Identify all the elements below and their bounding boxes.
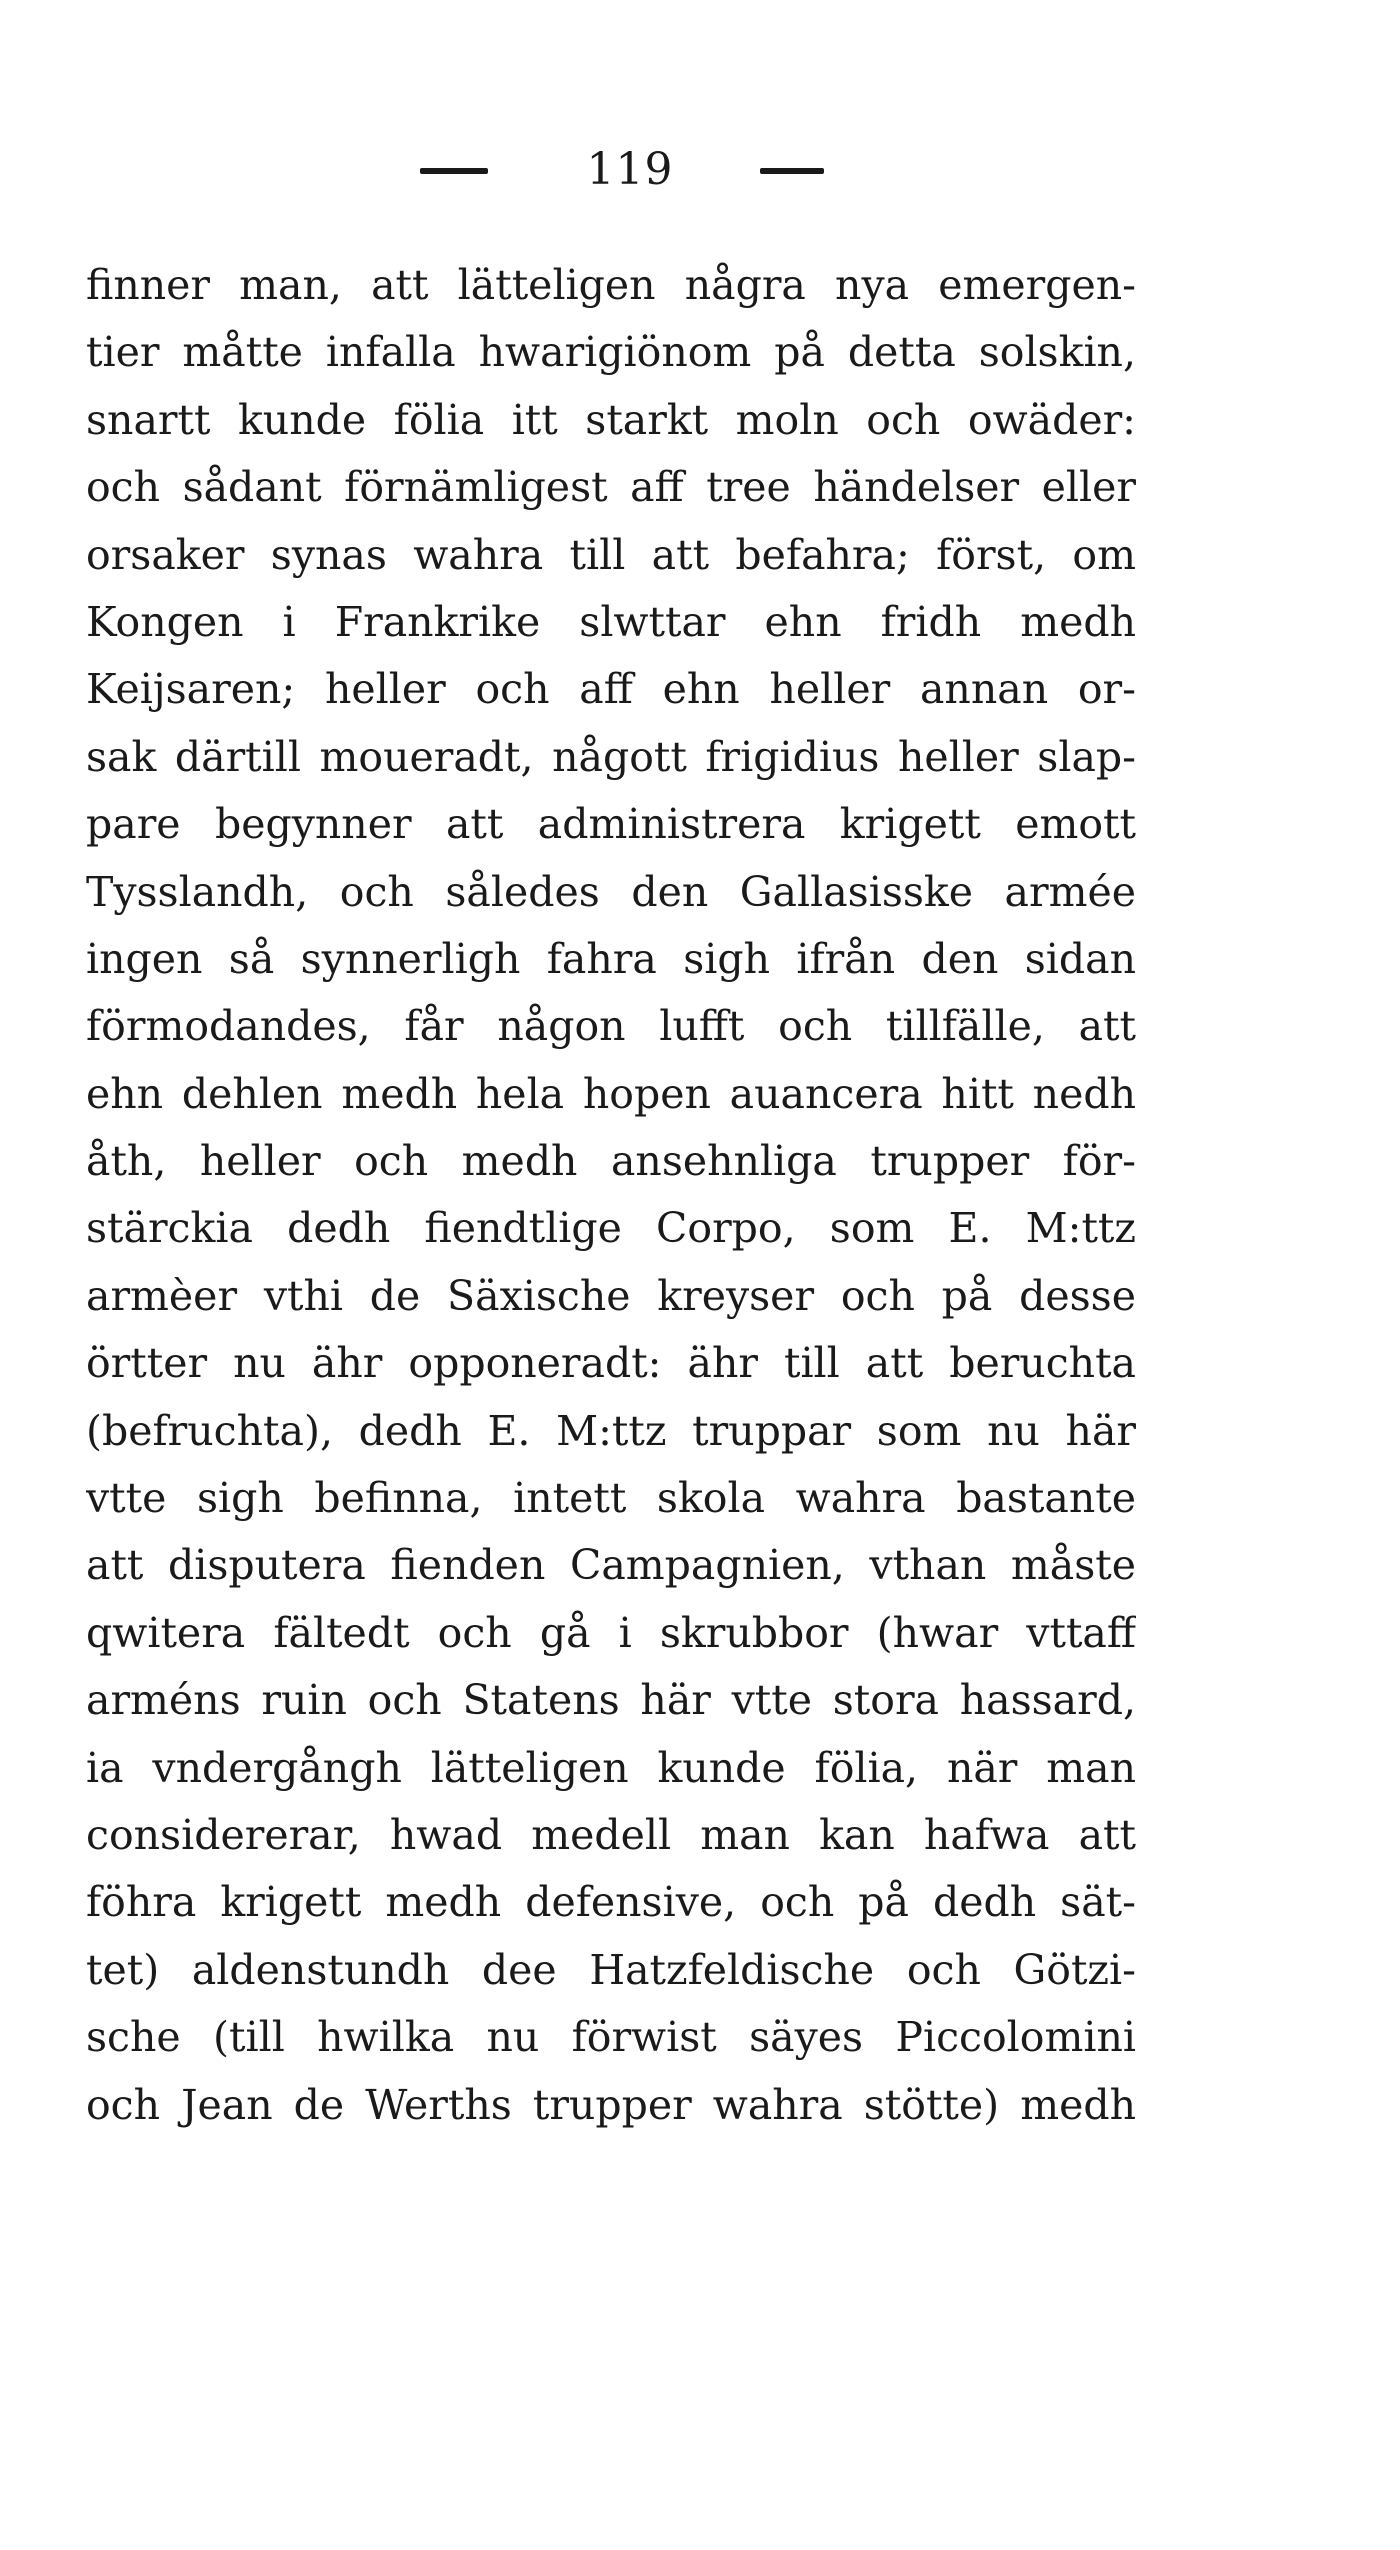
- text-line: (befruchta), dedh E. M:ttz truppar som nu här: [86, 1406, 1136, 1455]
- text-line: att disputera fienden Campagnien, vthan måste: [86, 1541, 1136, 1590]
- text-line: orsaker synas wahra till att befahra; först, om: [86, 530, 1136, 579]
- text-line: finner man, att lätteligen några nya emergen-: [86, 261, 1136, 309]
- text-line: pare begynner att administrera krigett emott: [86, 800, 1136, 849]
- page-number: 119: [586, 144, 674, 195]
- text-line: vtte sigh befinna, intett skola wahra bastante: [86, 1474, 1136, 1523]
- text-line: åth, heller och medh ansehnliga trupper för-: [86, 1137, 1136, 1186]
- text-line: armèer vthi de Säxische kreyser och på desse: [86, 1271, 1136, 1320]
- text-line: föhra krigett medh defensive, och på dedh sät-: [86, 1878, 1136, 1927]
- text-line: Tysslandh, och således den Gallasisske armée: [86, 867, 1136, 916]
- text-line: förmodandes, får någon lufft och tillfälle, att: [86, 1002, 1136, 1051]
- text-line: och Jean de Werths trupper wahra stötte) medh: [86, 2080, 1136, 2129]
- text-line: sak därtill moueradt, någott frigidius heller slap-: [86, 732, 1136, 781]
- text-line: och sådant förnämligest aff tree händelser eller: [86, 463, 1136, 512]
- page-header: [0, 140, 1400, 200]
- text-line: örtter nu ähr opponeradt: ähr till att beruchta: [86, 1339, 1136, 1388]
- header-dash-right: [760, 168, 824, 174]
- text-line: ehn dehlen medh hela hopen auancera hitt nedh: [86, 1069, 1136, 1118]
- header-dash-left: [420, 168, 488, 174]
- text-line: snartt kunde fölia itt starkt moln och owäder:: [86, 395, 1136, 444]
- text-line: sche (till hwilka nu förwist säyes Piccolomini: [86, 2013, 1136, 2062]
- text-line: Kongen i Frankrike slwttar ehn fridh medh: [86, 597, 1136, 646]
- text-line: qwitera fältedt och gå i skrubbor (hwar vttaff: [86, 1608, 1136, 1657]
- text-line: arméns ruin och Statens här vtte stora hassard,: [86, 1676, 1136, 1725]
- text-line: ingen så synnerligh fahra sigh ifrån den sidan: [86, 934, 1136, 983]
- body-text: [86, 252, 1136, 2139]
- text-line: stärckia dedh fiendtlige Corpo, som E. M:ttz: [86, 1204, 1136, 1253]
- text-line: considererar, hwad medell man kan hafwa att: [86, 1810, 1136, 1859]
- text-line: tet) aldenstundh dee Hatzfeldische och Götzi-: [86, 1945, 1136, 1994]
- text-line: tier måtte infalla hwarigiönom på detta solskin,: [86, 328, 1136, 377]
- text-line: ia vndergångh lätteligen kunde fölia, när man: [86, 1743, 1136, 1792]
- text-line: Keijsaren; heller och aff ehn heller annan or-: [86, 665, 1136, 714]
